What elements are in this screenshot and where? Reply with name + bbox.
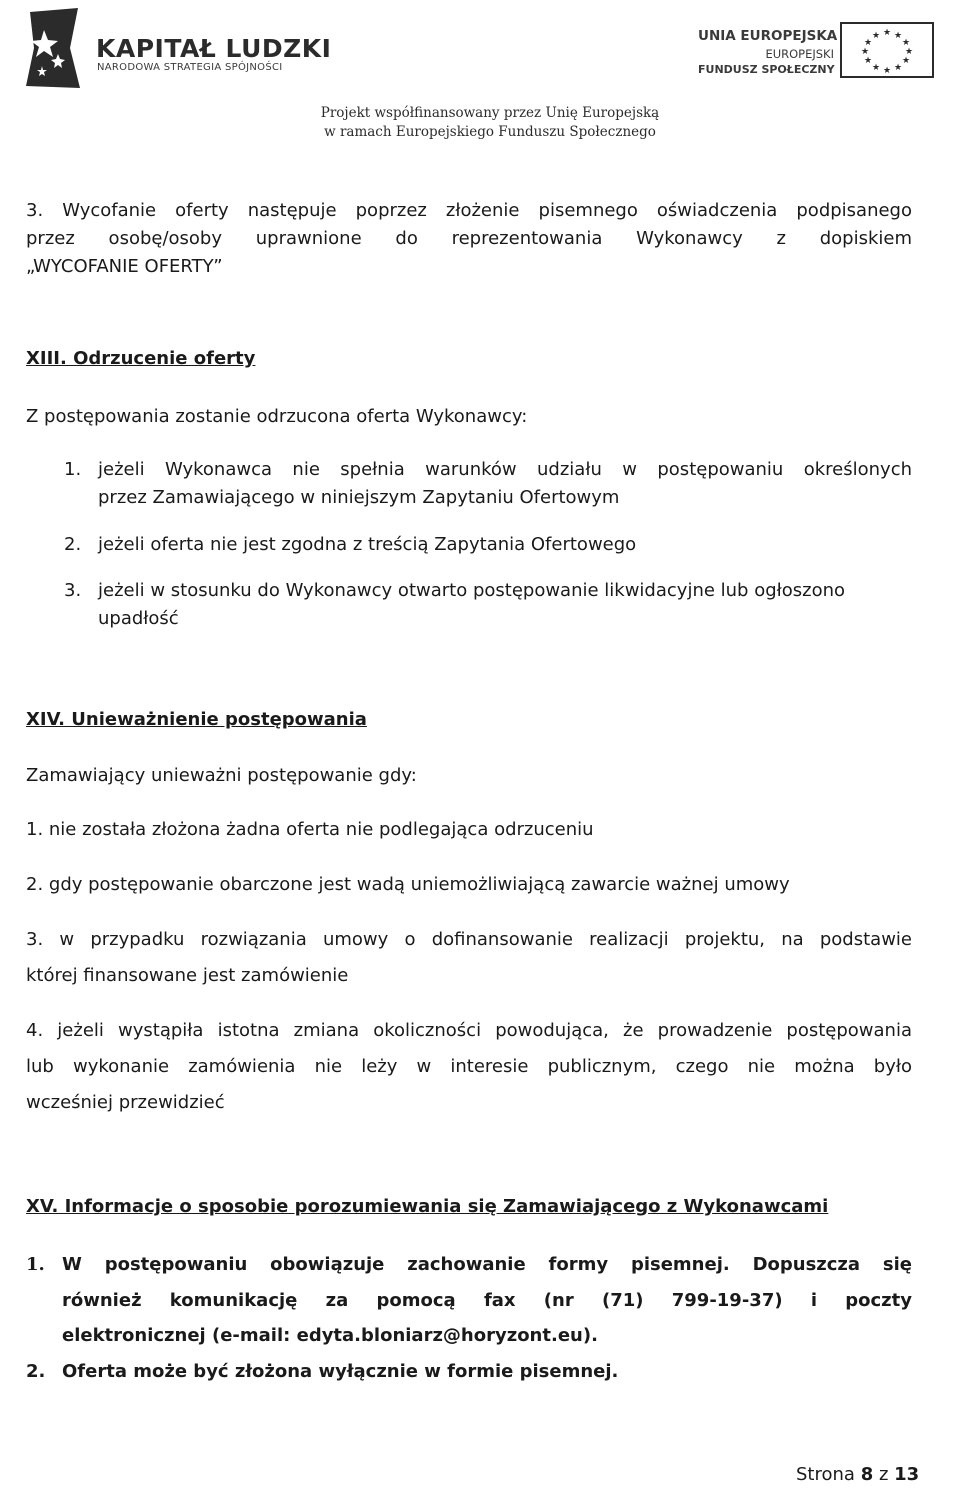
svg-text:★: ★ [901, 56, 911, 66]
list-item: 3. w przypadku rozwiązania umowy o dofinansowanie realizacji projektu, na podstawie [26, 929, 912, 950]
svg-text:★: ★ [893, 63, 903, 73]
project-line-1: Projekt współfinansowany przez Unię Europejską [320, 105, 660, 121]
list-item: 2. gdy postępowanie obarczone jest wadą uniemożliwiającą zawarcie ważnej umowy [26, 874, 790, 895]
withdrawal-line-3: „WYCOFANIE OFERTY” [26, 256, 223, 277]
list-item-number: 2. [64, 534, 82, 555]
current-page: 8 [860, 1464, 874, 1485]
svg-text:★: ★ [882, 66, 892, 76]
list-item-number: 2. [26, 1361, 46, 1382]
kapital-ludzki-subtitle: NARODOWA STRATEGIA SPÓJNOŚCI [97, 62, 283, 73]
section-xiii-heading: XIII. Odrzucenie oferty [26, 348, 256, 369]
section-xiii-intro: Z postępowania zostanie odrzucona oferta Wykonawcy: [26, 406, 528, 427]
svg-text:★: ★ [904, 47, 914, 57]
page-label: Strona [796, 1464, 855, 1485]
kapital-ludzki-logo-icon [22, 8, 82, 90]
total-pages: 13 [894, 1464, 920, 1485]
ue-line-1: UNIA EUROPEJSKA [698, 28, 838, 44]
list-item-continuation: lub wykonanie zamówienia nie leży w interesie publicznym, czego nie można było [26, 1056, 912, 1077]
list-item-text: W postępowaniu obowiązuje zachowanie formy pisemnej. Dopuszcza się [62, 1254, 912, 1275]
section-xiv-heading: XIV. Unieważnienie postępowania [26, 709, 367, 730]
section-xiv-intro: Zamawiający unieważni postępowanie gdy: [26, 765, 417, 786]
list-item-text: również komunikację za pomocą fax (nr (71) 799-19-37) i poczty [62, 1290, 912, 1311]
eu-flag-icon [840, 22, 934, 78]
svg-text:★: ★ [893, 31, 903, 41]
list-item-continuation: której finansowane jest zamówienie [26, 965, 349, 986]
page-number [796, 1464, 919, 1485]
section-xv-heading: XV. Informacje o sposobie porozumiewania się Zamawiającego z Wykonawcami [26, 1196, 829, 1217]
svg-text:★: ★ [871, 31, 881, 41]
kapital-ludzki-title: KAPITAŁ LUDZKI [96, 34, 332, 63]
page-of: z [878, 1464, 889, 1485]
project-line-2: w ramach Europejskiego Funduszu Społecznego [324, 124, 656, 140]
list-item-text: jeżeli oferta nie jest zgodna z treścią Zapytania Ofertowego [98, 534, 637, 555]
list-item: 1. nie została złożona żadna oferta nie podlegająca odrzuceniu [26, 819, 594, 840]
list-item-number: 3. [64, 580, 82, 601]
list-item-text: upadłość [98, 608, 179, 629]
list-item-continuation: wcześniej przewidzieć [26, 1092, 225, 1113]
svg-text:★: ★ [863, 38, 873, 48]
svg-text:★: ★ [901, 38, 911, 48]
withdrawal-line-2: przez osobę/osoby uprawnione do reprezentowania Wykonawcy z dopiskiem [26, 228, 912, 249]
ue-line-2: EUROPEJSKI [765, 47, 834, 61]
withdrawal-line-1: 3. Wycofanie oferty następuje poprzez złożenie pisemnego oświadczenia podpisanego [26, 200, 912, 221]
list-item-text: jeżeli Wykonawca nie spełnia warunków udziału w postępowaniu określonych [98, 459, 912, 480]
list-item: 4. jeżeli wystąpiła istotna zmiana okoliczności powodująca, że prowadzenie postępowania [26, 1020, 912, 1041]
list-item-text: przez Zamawiającego w niniejszym Zapytaniu Ofertowym [98, 487, 620, 508]
list-item-text: elektronicznej (e-mail: edyta.bloniarz@horyzont.eu). [62, 1325, 598, 1346]
list-item-number: 1. [64, 459, 82, 480]
svg-text:★: ★ [871, 63, 881, 73]
svg-text:★: ★ [860, 47, 870, 57]
svg-text:★: ★ [882, 28, 892, 38]
list-item-number: 1. [26, 1254, 45, 1275]
list-item-text: jeżeli w stosunku do Wykonawcy otwarto postępowanie likwidacyjne lub ogłoszono [98, 580, 846, 601]
project-funding-note [290, 104, 690, 142]
list-item-text: Oferta może być złożona wyłącznie w formie pisemnej. [62, 1361, 619, 1382]
svg-text:★: ★ [863, 56, 873, 66]
page-header [0, 0, 960, 150]
ue-line-3: FUNDUSZ SPOŁECZNY [698, 63, 835, 76]
